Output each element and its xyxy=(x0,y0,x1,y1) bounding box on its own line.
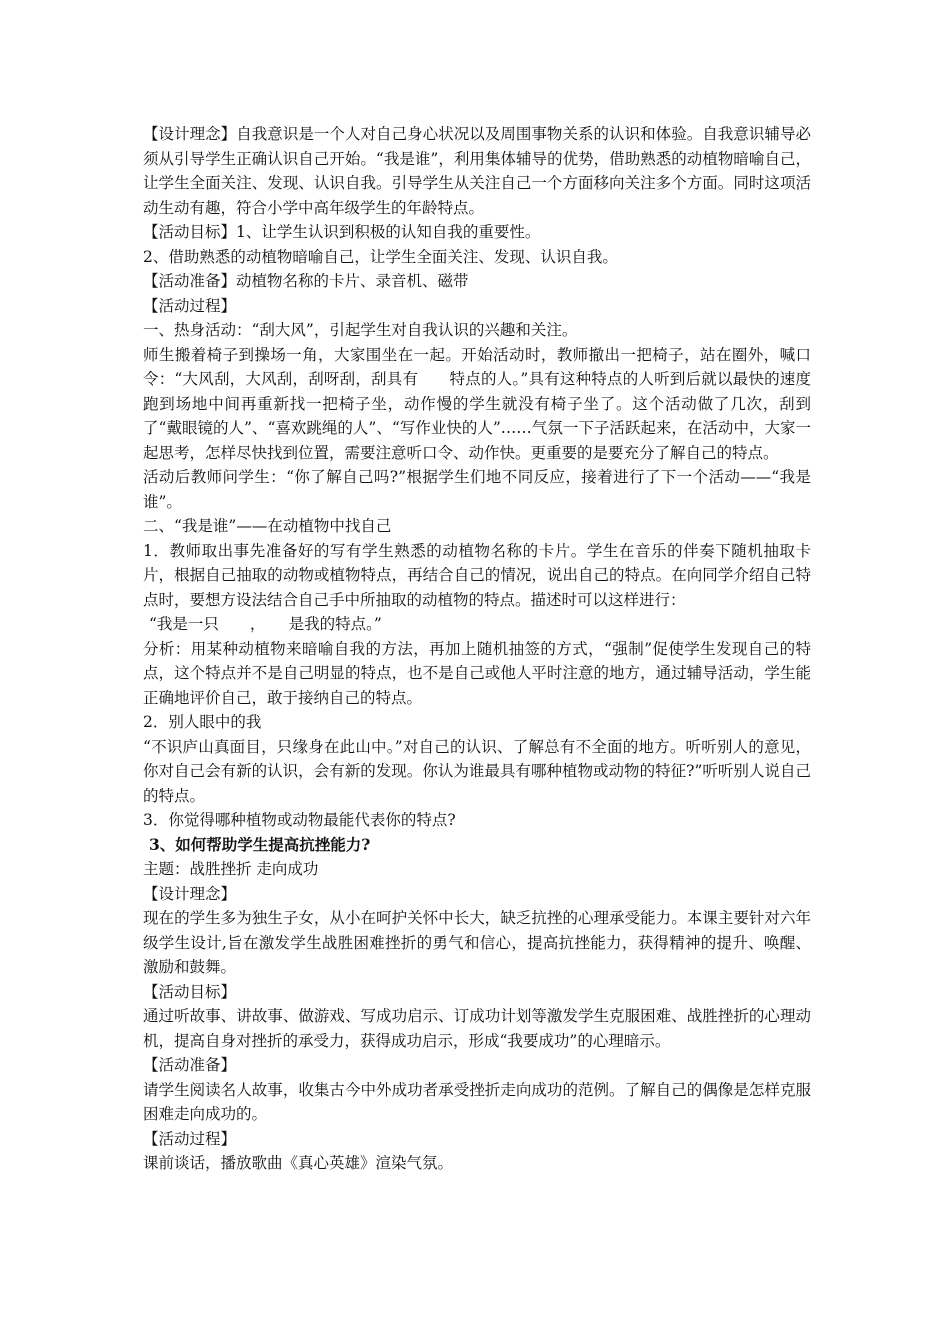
heading-activity-process-2: 【活动过程】 xyxy=(143,1129,237,1148)
paragraph-design-concept-2: 现在的学生多为独生子女，从小在呵护关怀中长大，缺乏抗挫的心理承受能力。本课主要针对六年级学生设计,旨在激发学生战胜困难挫折的勇气和信心，提高抗挫能力，获得精神的提升、唤醒、激励和鼓舞。 xyxy=(143,909,811,976)
paragraph-warmup-title: 一、热身活动：“刮大风”，引起学生对自我认识的兴趣和关注。 xyxy=(143,321,578,339)
paragraph-warmup-body: 师生搬着椅子到操场一角，大家围坐在一起。开始活动时，教师撤出一把椅子，站在圈外，喊口令：“大风刮，大风刮，刮呀刮，刮具有 特点的人。”具有这种特点的人听到后就以最快的速度跑到场地中间再重新找一把椅子坐，动作慢的学生就没有椅子坐了。这个活动做了几次，刮到了“戴眼镜的人”、“喜欢跳绳的人”、“写作业快的人”……气氛一下子活跃起来，在活动中，大家一起思考，怎样尽快找到位置，需要注意听口令、动作快。更重要的是要充分了解自己的特点。 xyxy=(143,345,811,462)
paragraph-analysis: 分析：用某种动植物来暗喻自我的方法，再加上随机抽签的方式，“强制”促使学生发现自己的特点，这个特点并不是自己明显的特点，也不是自己或他人平时注意的地方，通过辅导活动，学生能正确地评价自己，敢于接纳自己的特点。 xyxy=(143,639,811,707)
heading-design-concept-2: 【设计理念】 xyxy=(143,884,237,903)
paragraph-step-2-title: 2．别人眼中的我 xyxy=(143,713,262,731)
paragraph-activity-goal-2: 2、借助熟悉的动植物暗喻自己，让学生全面关注、发现、认识自我。 xyxy=(143,247,618,266)
paragraph-after-activity: 活动后教师问学生：“你了解自己吗?”根据学生们地不同反应，接着进行了下一个活动——“我是谁”。 xyxy=(143,468,811,511)
paragraph-theme: 主题：战胜挫折 走向成功 xyxy=(143,860,319,878)
heading-activity-prep-2: 【活动准备】 xyxy=(143,1056,237,1074)
document-body xyxy=(143,122,811,1176)
paragraph-activity-prep-1: 【活动准备】动植物名称的卡片、录音机、磁带 xyxy=(143,272,469,290)
paragraph-who-am-i-title: 二、“我是谁”——在动植物中找自己 xyxy=(143,517,392,535)
paragraph-step-3: 3．你觉得哪种植物或动物最能代表你的特点? xyxy=(143,811,456,829)
paragraph-pre-class: 课前谈话，播放歌曲《真心英雄》渲染气氛。 xyxy=(143,1154,454,1172)
paragraph-design-concept-1: 【设计理念】自我意识是一个人对自己身心状况以及周围事物关系的认识和体验。自我意识辅导必须从引导学生正确认识自己开始。“我是谁”，利用集体辅导的优势，借助熟悉的动植物暗喻自己，让学生全面关注、发现、认识自我。引导学生从关注自己一个方面移向关注多个方面。同时这项活动生动有趣，符合小学中高年级学生的年龄特点。 xyxy=(143,125,811,217)
heading-activity-process-1: 【活动过程】 xyxy=(143,296,237,315)
section-heading-resilience: 3、如何帮助学生提高抗挫能力? xyxy=(149,834,371,854)
paragraph-step-2-body: “不识庐山真面目，只缘身在此山中。”对自己的认识、了解总有不全面的地方。听听别人的意见，你对自己会有新的认识，会有新的发现。你认为谁最具有哪种植物或动物的特征?”听听别人说自己的特点。 xyxy=(143,737,811,805)
paragraph-template-sentence: “我是一只 ， 是我的特点。” xyxy=(149,615,382,633)
paragraph-activity-goal-body-2: 通过听故事、讲故事、做游戏、写成功启示、订成功计划等激发学生克服困难、战胜挫折的心理动机，提高自身对挫折的承受力，获得成功启示，形成“我要成功”的心理暗示。 xyxy=(143,1007,811,1050)
paragraph-step-1: 1．教师取出事先准备好的写有学生熟悉的动植物名称的卡片。学生在音乐的伴奏下随机抽取卡片，根据自己抽取的动物或植物特点，再结合自己的情况，说出自己的特点。在向同学介绍自己特点时，要想方设法结合自己手中所抽取的动植物的特点。描述时可以这样进行： xyxy=(143,541,811,609)
paragraph-activity-prep-2: 请学生阅读名人故事，收集古今中外成功者承受挫折走向成功的范例。了解自己的偶像是怎样克服困难走向成功的。 xyxy=(143,1080,811,1123)
paragraph-activity-goal-1: 【活动目标】1、让学生认识到积极的认知自我的重要性。 xyxy=(143,223,541,241)
heading-activity-goal-2: 【活动目标】 xyxy=(143,982,237,1001)
